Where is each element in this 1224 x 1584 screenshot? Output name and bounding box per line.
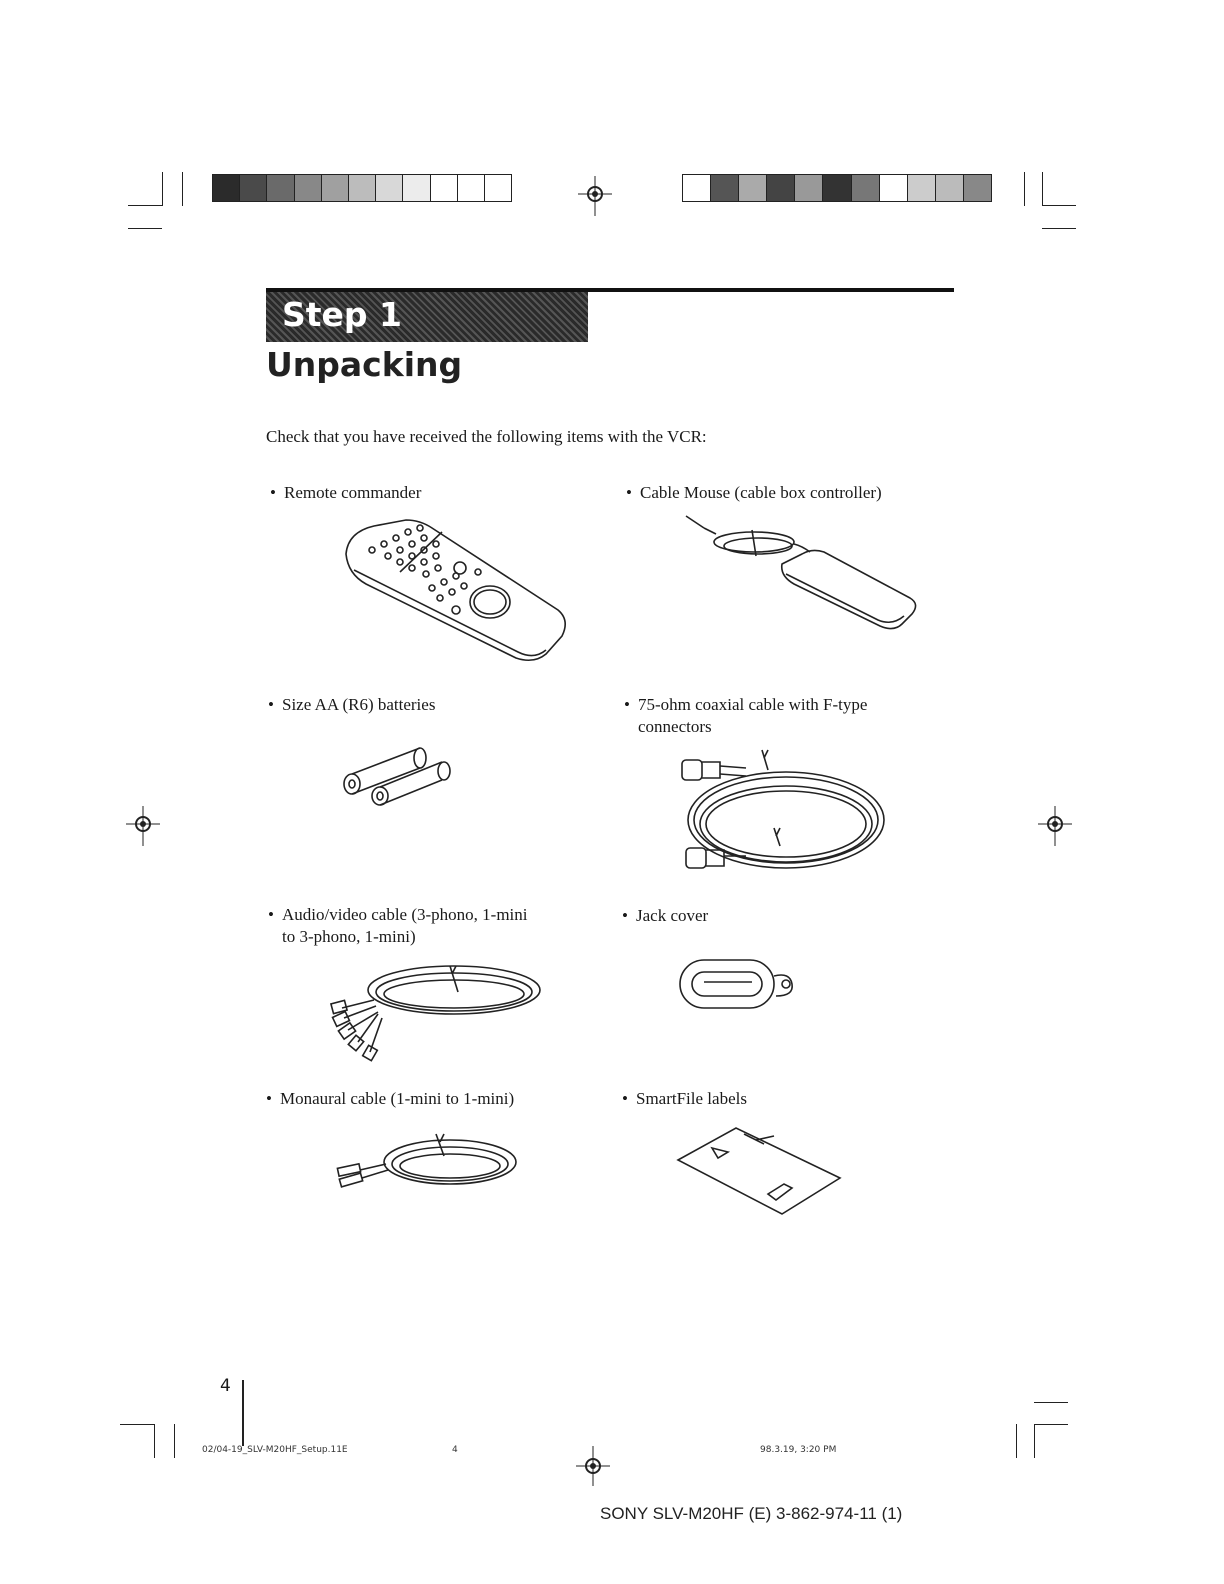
footer-sheet-number: 4: [452, 1445, 458, 1455]
step-label: Step 1: [282, 295, 402, 334]
item-cable-mouse: [626, 482, 882, 504]
step-badge: [266, 292, 588, 342]
registration-target-left: [126, 806, 160, 846]
footer-timestamp: 98.3.19, 3:20 PM: [760, 1445, 837, 1455]
monaural-cable-illustration: [332, 1122, 522, 1194]
product-code: SONY SLV-M20HF (E) 3-862-974-11 (1): [600, 1504, 903, 1523]
item-label-line-1: Audio/video cable (3-phono, 1-mini: [282, 905, 528, 924]
coaxial-cable-illustration: [676, 744, 890, 878]
item-label: SmartFile labels: [636, 1089, 747, 1108]
item-label: Cable Mouse (cable box controller): [640, 483, 882, 502]
item-label: Jack cover: [636, 906, 709, 925]
item-label: Monaural cable (1-mini to 1-mini): [280, 1089, 515, 1108]
smartfile-labels-illustration: [674, 1122, 846, 1220]
remote-commander-illustration: [336, 514, 572, 670]
bullet: •: [268, 695, 274, 714]
page-title: Unpacking: [266, 345, 463, 384]
color-bar-left: [212, 174, 512, 202]
item-label: Size AA (R6) batteries: [282, 695, 436, 714]
item-monaural-cable: [266, 1088, 515, 1110]
bullet: •: [622, 906, 628, 925]
item-label-line-2: connectors: [638, 717, 712, 736]
bullet: •: [266, 1089, 272, 1108]
item-jack-cover: [622, 905, 709, 927]
item-label: Remote commander: [284, 483, 422, 502]
item-av-cable: [268, 904, 528, 948]
footer-file-name: 02/04-19_SLV-M20HF_Setup.11E: [202, 1445, 348, 1455]
item-label-line-1: 75-ohm coaxial cable with F-type: [638, 695, 868, 714]
cable-mouse-illustration: [682, 512, 922, 636]
bullet: •: [626, 483, 632, 502]
item-remote-commander: [270, 482, 422, 504]
page-number: 4: [220, 1376, 231, 1396]
intro-text: Check that you have received the following items with the VCR:: [266, 427, 707, 446]
bullet: •: [624, 695, 630, 714]
bullet: •: [622, 1089, 628, 1108]
bullet: •: [270, 483, 276, 502]
registration-target-top: [578, 176, 612, 216]
batteries-illustration: [338, 744, 458, 806]
item-batteries: [268, 694, 436, 716]
jack-cover-illustration: [676, 954, 800, 1016]
av-cable-illustration: [322, 952, 544, 1062]
item-smartfile-labels: [622, 1088, 747, 1110]
item-label-line-2: to 3-phono, 1-mini): [282, 927, 416, 946]
registration-target-bottom: [576, 1446, 610, 1486]
bullet: •: [268, 905, 274, 924]
registration-target-right: [1038, 806, 1072, 846]
color-bar-right: [682, 174, 992, 202]
item-coaxial-cable: [624, 694, 868, 738]
